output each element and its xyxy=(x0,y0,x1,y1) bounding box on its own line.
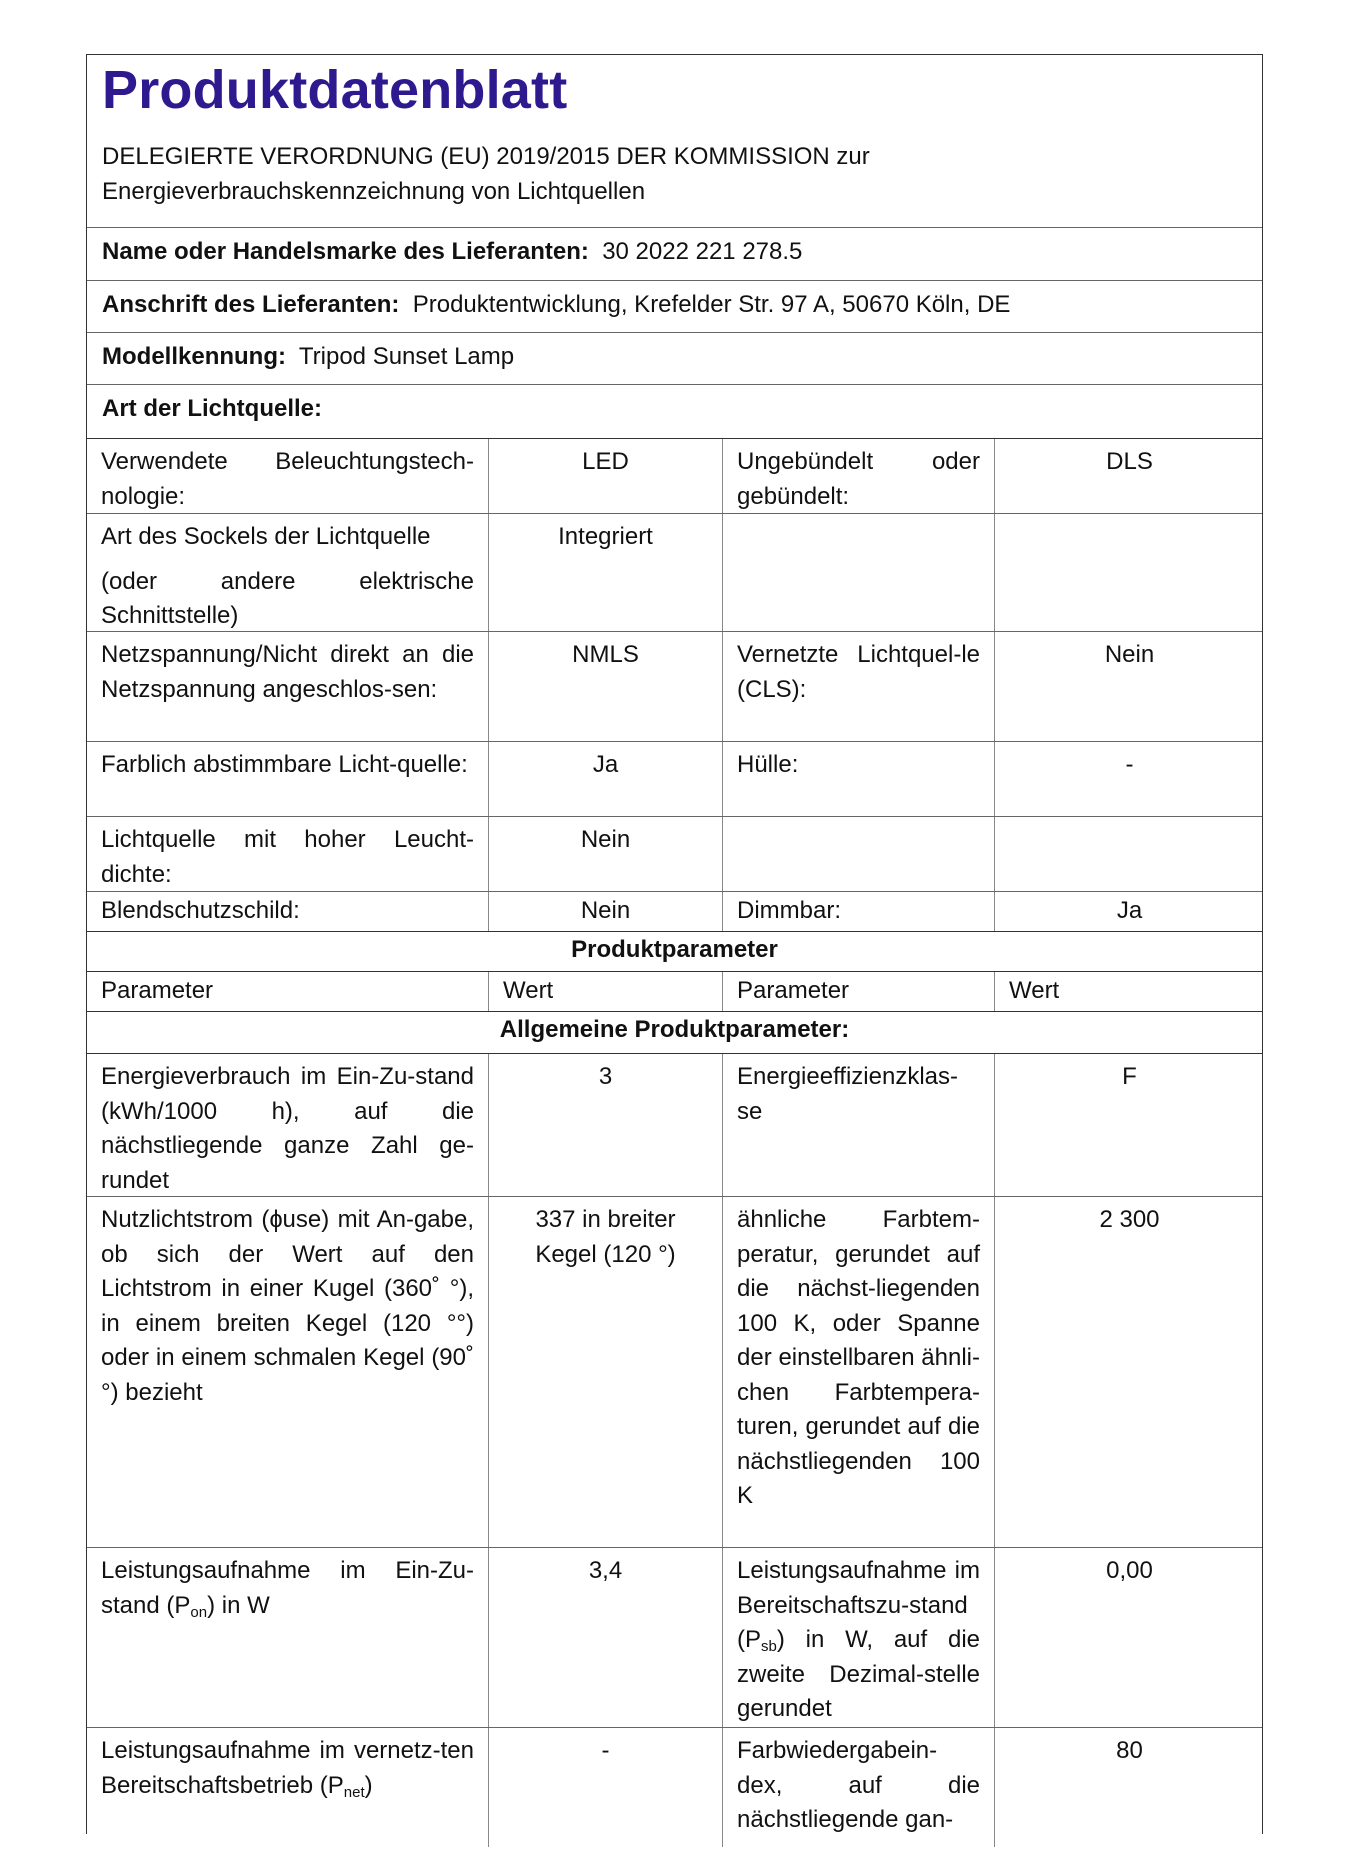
table-row xyxy=(87,741,1262,816)
supplier-name-value: 30 2022 221 278.5 xyxy=(602,238,803,265)
param-value: - xyxy=(488,1728,722,1847)
param-label: Vernetzte Lichtquel-le (CLS): xyxy=(722,632,994,741)
model-row xyxy=(87,332,1262,384)
param-label: Blendschutzschild: xyxy=(101,897,300,924)
param-label: Netzspannung/Nicht direkt an die Netzspannung angeschlos-sen: xyxy=(101,641,474,703)
supplier-address-value: Produktentwicklung, Krefelder Str. 97 A, 50670 Köln, DE xyxy=(412,291,1011,318)
column-header-value: Wert xyxy=(488,972,722,1011)
light-type-label: Art der Lichtquelle: xyxy=(102,395,323,422)
column-header-parameter: Parameter xyxy=(101,977,214,1004)
table-row xyxy=(87,438,1262,513)
param-label: Farbwiedergabein-dex, auf die nächstliegende gan- xyxy=(722,1728,994,1847)
param-label: Leistungsaufnahme im vernetz-ten Bereitschaftsbetrieb $(P_{net})$ xyxy=(101,1737,474,1801)
subsection-header-row xyxy=(87,1011,1262,1053)
param-label: Hülle: xyxy=(722,742,994,816)
subsection-title: Allgemeine Produktparameter: xyxy=(499,1016,850,1043)
param-value: 0,00 xyxy=(994,1548,1264,1727)
param-label xyxy=(722,817,994,891)
param-label: Dimmbar: xyxy=(722,892,994,931)
param-value: Integriert xyxy=(488,514,722,631)
table-row xyxy=(87,891,1262,931)
table-row xyxy=(87,1727,1262,1847)
param-label: Art des Sockels der Lichtquelle (oder andere elektrische Schnittstelle) xyxy=(101,523,474,629)
param-label: Nutzlichtstrom (ɸuse) mit An-gabe, ob sich der Wert auf den Lichtstrom in einer Kugel (360˚ °), in einem breiten Kegel (120 °°) oder in einem schmalen Kegel (90˚ °) bezieht xyxy=(101,1206,474,1406)
param-label: Verwendete Beleuchtungstech-nologie: xyxy=(101,448,474,510)
product-datasheet xyxy=(86,54,1263,1834)
model-label: Modellkennung: xyxy=(102,343,286,370)
param-value: Ja xyxy=(488,742,722,816)
supplier-address-label: Anschrift des Lieferanten: xyxy=(102,291,400,318)
light-type-row xyxy=(87,384,1262,438)
param-value: Nein xyxy=(994,632,1264,741)
param-value: 2 300 xyxy=(994,1197,1264,1547)
table-row xyxy=(87,1547,1262,1727)
param-value: F xyxy=(994,1054,1264,1196)
section-title: Produktparameter xyxy=(571,936,778,963)
param-value: LED xyxy=(488,439,722,513)
param-value xyxy=(994,817,1264,891)
supplier-name-row xyxy=(87,227,1262,280)
param-label: Leistungsaufnahme im Ein-Zu-stand $(P_{on})$ in W xyxy=(101,1557,474,1621)
param-value: 80 xyxy=(994,1728,1264,1847)
param-label: Energieverbrauch im Ein-Zu-stand (kWh/1000 h), auf die nächstliegende ganze Zahl ge-rundet xyxy=(101,1063,474,1194)
page-title: Produktdatenblatt xyxy=(102,60,568,120)
param-value: Ja xyxy=(994,892,1264,931)
table-row xyxy=(87,816,1262,891)
param-value: 3,4 xyxy=(488,1548,722,1727)
supplier-name-label: Name oder Handelsmarke des Lieferanten: xyxy=(102,238,589,265)
param-value xyxy=(994,514,1264,631)
model-value: Tripod Sunset Lamp xyxy=(298,343,515,370)
table-row xyxy=(87,631,1262,741)
param-value: DLS xyxy=(994,439,1264,513)
param-label: Energieeffizienzklas-se xyxy=(722,1054,994,1196)
column-header-parameter: Parameter xyxy=(722,972,994,1011)
regulation-subtitle: DELEGIERTE VERORDNUNG (EU) 2019/2015 DER KOMMISSION zur Energieverbrauchskennzeichnung von Lichtquellen xyxy=(102,143,870,205)
column-header-row xyxy=(87,971,1262,1011)
header-row xyxy=(87,55,1262,227)
param-value: 337 in breiter Kegel (120 °) xyxy=(488,1197,722,1547)
column-header-value: Wert xyxy=(994,972,1264,1011)
section-header-row xyxy=(87,931,1262,971)
table-row xyxy=(87,513,1262,631)
param-value: Nein xyxy=(488,892,722,931)
param-value: Nein xyxy=(488,817,722,891)
param-label: Lichtquelle mit hoher Leucht-dichte: xyxy=(101,826,474,888)
param-value: 3 xyxy=(488,1054,722,1196)
param-label: Farblich abstimmbare Licht-quelle: xyxy=(101,751,468,778)
param-value: NMLS xyxy=(488,632,722,741)
table-row xyxy=(87,1196,1262,1547)
param-label: Ungebündelt oder gebündelt: xyxy=(722,439,994,513)
param-label: Leistungsaufnahme im Bereitschaftszu-stand $(P_{sb})$ in W, auf die zweite Dezimal-stelle gerundet xyxy=(722,1548,994,1727)
table-row xyxy=(87,1053,1262,1196)
param-label: ähnliche Farbtem-peratur, gerundet auf die nächst-liegenden 100 K, oder Spanne der einstellbaren ähnli-chen Farbtempera-turen, gerundet auf die nächstliegenden 100 K xyxy=(722,1197,994,1547)
param-value: - xyxy=(994,742,1264,816)
param-label xyxy=(722,514,994,631)
supplier-address-row xyxy=(87,280,1262,332)
